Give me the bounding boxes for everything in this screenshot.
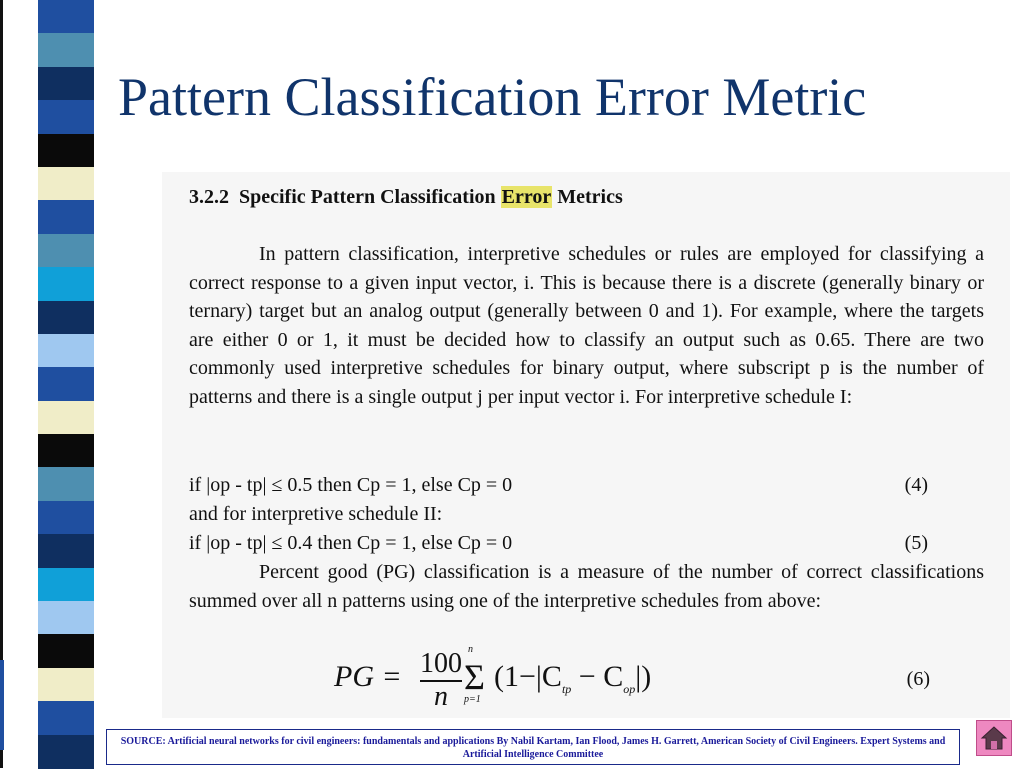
equation-4 bbox=[189, 474, 984, 497]
section-heading bbox=[189, 186, 623, 209]
stripe-band bbox=[38, 434, 94, 468]
stripe-band bbox=[38, 735, 94, 769]
slide-border bbox=[0, 0, 3, 768]
paragraph-1 bbox=[189, 240, 984, 411]
home-button[interactable] bbox=[976, 720, 1012, 756]
stripe-band bbox=[38, 100, 94, 134]
stripe-band bbox=[38, 601, 94, 635]
slide-title: Pattern Classification Error Metric bbox=[118, 67, 867, 127]
stripe-band bbox=[38, 134, 94, 168]
stripe-band bbox=[38, 167, 94, 201]
sum-lower-limit: p=1 bbox=[464, 694, 481, 705]
stripe-band bbox=[38, 501, 94, 535]
decorative-stripe bbox=[38, 0, 94, 768]
section-number: 3.2.2 bbox=[189, 186, 229, 208]
stripe-band bbox=[38, 67, 94, 101]
stripe-band bbox=[38, 334, 94, 368]
section-title-start: Specific Pattern Classification bbox=[239, 186, 496, 208]
eq6-body-start: (1−|C bbox=[494, 660, 562, 693]
sum-upper-limit: n bbox=[468, 644, 473, 655]
equation-6-number: (6) bbox=[906, 668, 930, 690]
stripe-band bbox=[38, 200, 94, 234]
sum-symbol: Σ bbox=[464, 657, 485, 697]
equation-5 bbox=[189, 532, 984, 555]
equation-6 bbox=[334, 644, 674, 712]
stripe-band bbox=[38, 668, 94, 702]
equation-5-number: (5) bbox=[904, 532, 928, 554]
home-icon bbox=[977, 721, 1011, 755]
stripe-band bbox=[38, 568, 94, 602]
equation-4-text: if |op - tp| ≤ 0.5 then Cp = 1, else Cp = 0 bbox=[189, 474, 513, 496]
equation-4-number: (4) bbox=[904, 474, 928, 496]
stripe-band bbox=[38, 367, 94, 401]
stripe-band bbox=[38, 33, 94, 67]
highlighted-word: Error bbox=[501, 186, 552, 208]
equation-6-body bbox=[494, 660, 651, 697]
stripe-band bbox=[38, 401, 94, 435]
equation-6-numerator: 100 bbox=[420, 648, 462, 682]
equation-5-text: if |op - tp| ≤ 0.4 then Cp = 1, else Cp = 0 bbox=[189, 532, 513, 554]
equation-6-denominator: n bbox=[434, 681, 448, 712]
left-accent-bar bbox=[0, 660, 4, 750]
stripe-band bbox=[38, 234, 94, 268]
paragraph-2 bbox=[189, 558, 984, 615]
stripe-band bbox=[38, 467, 94, 501]
stripe-band bbox=[38, 0, 94, 34]
scanned-excerpt bbox=[162, 172, 1010, 718]
stripe-band bbox=[38, 534, 94, 568]
paragraph-1-text: In pattern classification, interpretive schedules or rules are employed for classifying a correct response to a given input vector, i. This is because there is a discrete (generally binary or ternary) target but an analog output (generally between 0 and 1). For example, where the targets are either 0 or 1, it must be decided how to classify an output such as 0.65. There are two commonly used interpretive schedules for binary output, where subscript p is the number of patterns and there is a single output j per input vector i. For interpretive schedule I: bbox=[189, 243, 984, 408]
eq6-subscript-tp: tp bbox=[561, 682, 572, 696]
stripe-band bbox=[38, 701, 94, 735]
stripe-band bbox=[38, 634, 94, 668]
stripe-band bbox=[38, 301, 94, 335]
stripe-band bbox=[38, 267, 94, 301]
source-citation: SOURCE: Artificial neural networks for civil engineers: fundamentals and applications By Nabil Kartam, Ian Flood, James H. Garrett, American Society of Civil Engineers. Expert Systems and Artificial Intelligence Committee bbox=[106, 729, 960, 765]
schedule-2-line: and for interpretive schedule II: bbox=[189, 503, 443, 525]
eq6-body-end: |) bbox=[635, 660, 652, 693]
eq6-subscript-op: op bbox=[623, 682, 636, 696]
section-title-end: Metrics bbox=[557, 186, 623, 208]
equation-6-lhs: PG = bbox=[334, 660, 402, 693]
eq6-body-mid: − C bbox=[571, 660, 624, 693]
equation-6-fraction bbox=[420, 648, 462, 712]
paragraph-2-text: Percent good (PG) classification is a measure of the number of correct classifications summed over all n patterns using one of the interpretive schedules from above: bbox=[189, 561, 984, 612]
